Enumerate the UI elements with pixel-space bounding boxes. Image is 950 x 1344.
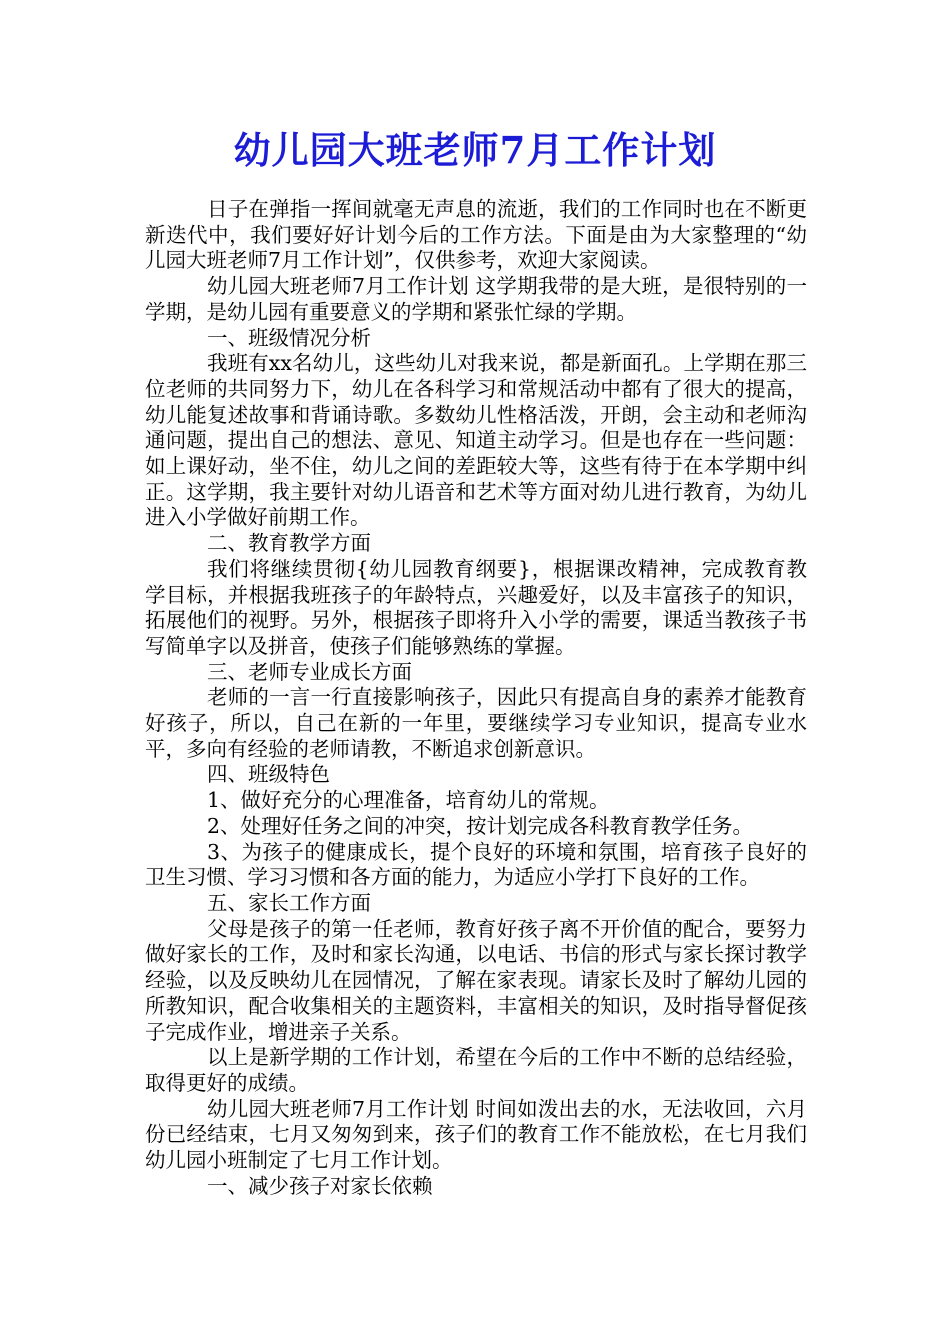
plan-two-intro-paragraph: 幼儿园大班老师7月工作计划 时间如泼出去的水，无法收回，六月份已经结束，七月又匆匆到来，孩子们的教育工作不能放松，在七月我们幼儿园小班制定了七月工作计划。 — [145, 1096, 807, 1173]
intro-paragraph: 日子在弹指一挥间就毫无声息的流逝，我们的工作同时也在不断更新迭代中，我们要好好计划今后的工作方法。下面是由为大家整理的“幼儿园大班老师7月工作计划”，仅供参考，欢迎大家阅读。 — [145, 197, 807, 273]
section-heading-teacher-growth: 三、老师专业成长方面 — [207, 659, 412, 684]
teacher-growth-paragraph: 老师的一言一行直接影响孩子，因此只有提高自身的素养才能教育好孩子，所以，自己在新的一年里，要继续学习专业知识，提高专业水平，多向有经验的老师请教，不断追求创新意识。 — [145, 685, 807, 761]
summary-paragraph: 以上是新学期的工作计划，希望在今后的工作中不断的总结经验，取得更好的成绩。 — [145, 1045, 807, 1095]
class-analysis-paragraph: 我班有xx名幼儿，这些幼儿对我来说，都是新面孔。上学期在那三位老师的共同努力下，幼儿在各科学习和常规活动中都有了很大的提高，幼儿能复述故事和背诵诗歌。多数幼儿性格活泼，开朗，会主动和老师沟通问题，提出自己的想法、意见、知道主动学习。但是也存在一些问题：如上课好动，坐不住，幼儿之间的差距较大等，这些有待于在本学期中纠正。这学期，我主要针对幼儿语音和艺术等方面对幼儿进行教育，为幼儿进入小学做好前期工作。 — [145, 351, 807, 530]
parents-paragraph: 父母是孩子的第一任老师，教育好孩子离不开价值的配合，要努力做好家长的工作，及时和家长沟通，以电话、书信的形式与家长探讨教学经验，以及反映幼儿在园情况，了解在家表现。请家长及时了解幼儿园的所教知识，配合收集相关的主题资料，丰富相关的知识，及时指导督促孩子完成作业，增进亲子关系。 — [145, 916, 807, 1044]
plan-intro-paragraph: 幼儿园大班老师7月工作计划 这学期我带的是大班，是很特别的一学期，是幼儿园有重要意义的学期和紧张忙绿的学期。 — [145, 274, 807, 324]
section-heading-parents: 五、家长工作方面 — [207, 890, 371, 915]
teaching-paragraph: 我们将继续贯彻{幼儿园教育纲要}，根据课改精神，完成教育教学目标，并根据我班孩子的年龄特点，兴趣爱好，以及丰富孩子的知识，拓展他们的视野。另外，根据孩子即将升入小学的需要，课适当教孩子书写简单字以及拼音，使孩子们能够熟练的掌握。 — [145, 556, 807, 658]
list-item: 1、做好充分的心理准备，培育幼儿的常规。 — [207, 788, 610, 813]
list-item: 3、为孩子的健康成长，提个良好的环境和氛围，培育孩子良好的卫生习惯、学习习惯和各方面的能力，为适应小学打下良好的工作。 — [145, 839, 807, 890]
section-heading-class-features: 四、班级特色 — [207, 762, 330, 787]
list-item: 2、处理好任务之间的冲突，按计划完成各科教育教学任务。 — [207, 813, 754, 838]
document-title: 幼儿园大班老师7月工作计划 — [233, 128, 717, 172]
section-heading-teaching: 二、教育教学方面 — [207, 531, 371, 556]
document-body — [145, 197, 807, 1199]
section-heading-class-analysis: 一、班级情况分析 — [207, 325, 371, 350]
section-heading-reduce-dependence: 一、减少孩子对家长依赖 — [207, 1173, 433, 1198]
